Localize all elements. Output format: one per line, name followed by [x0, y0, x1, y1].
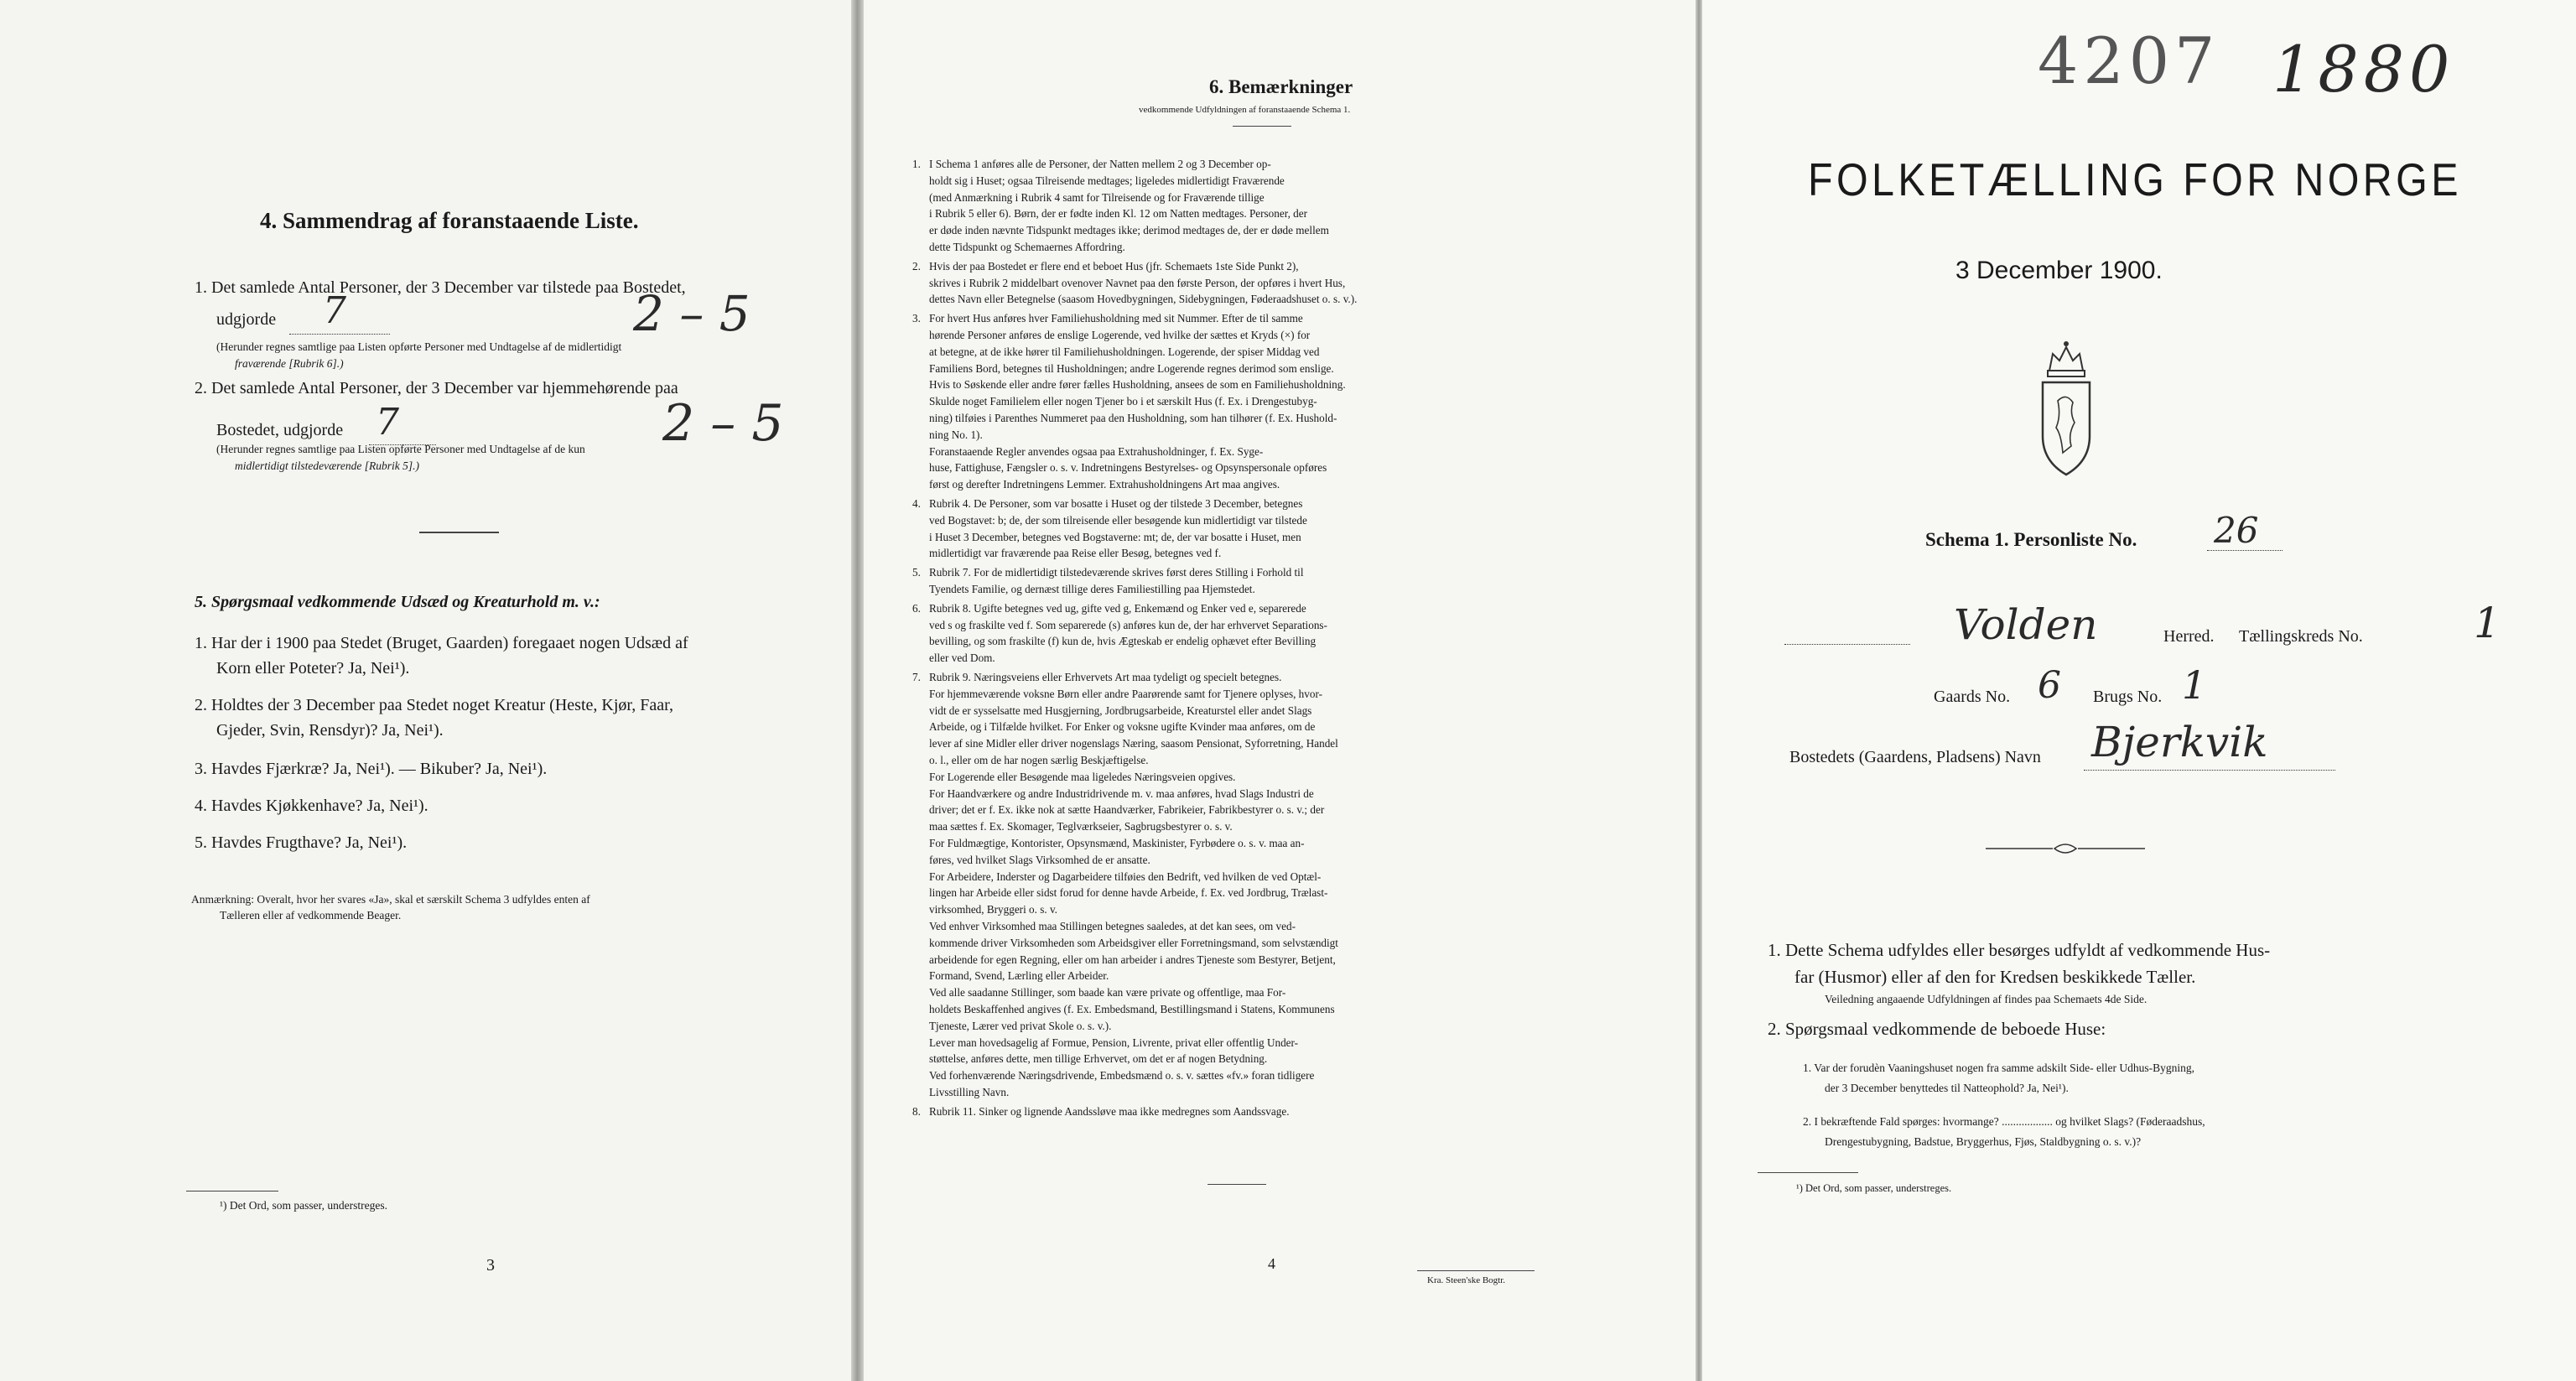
remark-line: Hvis der paa Bostedet er flere end et beboet Hus (jfr. Schemaets 1ste Side Punkt 2),	[929, 259, 1299, 273]
remark-line: Ved forhenværende Næringsdrivende, Embedsmænd o. s. v. sættes «fv.» foran tidligere	[929, 1069, 1315, 1082]
page-1-footnote-rule	[1758, 1172, 1858, 1173]
divider	[419, 532, 499, 533]
kreds-value: 1	[2474, 599, 2501, 647]
page-1	[1702, 0, 2576, 1381]
remark-line: vidt de er sysselsatte med Husgjerning, Jordbrugsarbeide, Kreaturstel eller andet Slags	[929, 703, 1312, 717]
remark-line: Skulde noget Familielem eller nogen Tjener bo i et særskilt Hus (f. Ex. i Drengestubyg-	[929, 395, 1317, 408]
instruction-1-line-3: Veiledning angaaende Udfyldningen af findes paa Schemaets 4de Side.	[1825, 993, 2148, 1005]
summary-item-1-label: udgjorde	[216, 310, 277, 329]
summary-item-1-margin-note: 2 – 5	[633, 285, 750, 342]
remark-line: Lever man hovedsagelig af Formue, Pension, Livrente, privat eller offentlig Under-	[929, 1036, 1299, 1049]
remark-line: i Rubrik 5 eller 6). Børn, der er fødte inden Kl. 12 om Natten medtages. Personer, der	[929, 207, 1308, 221]
remark-line: Tjeneste, Lærer ved privat Skole o. s. v.).	[929, 1019, 1112, 1032]
remarks-title: 6. Bemærkninger	[1209, 76, 1353, 97]
footnote-rule	[186, 1191, 278, 1192]
remark-line: Livsstilling Navn.	[929, 1085, 1010, 1098]
remark-line: Foranstaaende Regler anvendes ogsaa paa Extrahusholdninger, f. Ex. Syge-	[929, 444, 1264, 458]
remark-line: For Arbeidere, Inderster og Dagarbeidere tilføies den Bedrift, ved hvilken de ved Optæl-	[929, 870, 1322, 883]
coat-of-arms-icon	[2036, 335, 2096, 480]
remark-number: 3.	[912, 312, 921, 325]
question-2-line-1: 2. Holdtes der 3 December paa Stedet noget Kreatur (Heste, Kjør, Faar,	[195, 696, 673, 714]
remark-line: kommende driver Virksomheden som Arbeidsgiver eller Forretningsmand, som selvstændigt	[929, 936, 1338, 949]
remark-line: Familiens Bord, betegnes til Husholdningen; andre Logerende regnes derimod som enslige.	[929, 361, 1334, 375]
remark-line: For Fuldmægtige, Kontorister, Opsynsmænd, Maskinister, Fyrbødere o. s. v. maa an-	[929, 836, 1305, 849]
summary-item-2-note-2: midlertidigt tilstedeværende [Rubrik 5].)	[235, 459, 419, 472]
printer-imprint: Kra. Steen'ske Bogtr.	[1427, 1275, 1506, 1285]
remark-item	[912, 669, 1667, 1101]
bosted-label: Bostedets (Gaardens, Pladsens) Navn	[1789, 748, 2041, 766]
remark-line: For Haandværkere og andre Industridrivende m. v. maa anføres, hvad Slags Industri de	[929, 787, 1314, 800]
remark-line: ning) tilføies i Parenthes Nummeret paa den Husholdning, som han tilhører (f. Ex. Hushold-	[929, 411, 1337, 424]
remark-item	[912, 310, 1667, 493]
summary-item-2-margin-note: 2 – 5	[662, 394, 784, 453]
question-2-line-2: Gjeder, Svin, Rensdyr)? Ja, Nei¹).	[216, 721, 444, 740]
remark-line: driver; det er f. Ex. ikke nok at sætte Haandværker, Fabrikeier, Fabrikbestyrer o. s. v.; der	[929, 803, 1325, 817]
census-title: FOLKETÆLLING FOR NORGE	[1808, 153, 2462, 205]
schema-number-dotline	[2207, 550, 2283, 551]
remark-line: støttelse, anføres dette, men tillige Erhvervet, om det er af nogen Betydning.	[929, 1052, 1268, 1066]
page-4	[864, 0, 1696, 1381]
summary-item-2-label: Bostedet, udgjorde	[216, 421, 344, 439]
remark-line: Rubrik 4. De Personer, som var bosatte i Huset og der tilstede 3 December, betegnes	[929, 497, 1303, 510]
summary-item-1-value: 7	[323, 289, 346, 332]
remarks-subtitle: vedkommende Udfyldningen af foranstaaende Schema 1.	[1139, 105, 1351, 115]
summary-item-1-note-2: fraværende [Rubrik 6].)	[235, 357, 344, 370]
question-1-line-1: 1. Har der i 1900 paa Stedet (Bruget, Gaarden) foregaaet nogen Udsæd af	[195, 634, 688, 652]
book-gutter-right	[1696, 0, 1702, 1381]
remark-line: o. l., eller om de har nogen særlig Beskjæftigelse.	[929, 753, 1149, 766]
instruction-2: 2. Spørgsmaal vedkommende de beboede Huse:	[1768, 1019, 2106, 1039]
printer-rule	[1417, 1270, 1535, 1271]
section-5-title: 5. Spørgsmaal vedkommende Udsæd og Kreaturhold m. v.:	[195, 593, 600, 611]
remark-number: 7.	[912, 671, 921, 683]
brugs-label: Brugs No.	[2093, 688, 2163, 706]
remark-line: ning No. 1).	[929, 428, 983, 441]
remark-line: For hjemmeværende voksne Børn eller andre Paarørende samt for Tjenere oplyses, hvor-	[929, 687, 1322, 700]
remark-line: at betegne, at de ikke hører til Familiehusholdningen. Logerende, der spiser Middag ved	[929, 345, 1320, 358]
remark-line: For Logerende eller Besøgende maa ligeledes Næringsveien opgives.	[929, 770, 1236, 783]
remark-line: ved s og fraskilte ved f. Som separerede (s) anføres kun de, der har erhvervet Separations-	[929, 618, 1327, 631]
remark-line: ved Bogstavet: b; de, der som tilreisende eller besøgende kun midlertidigt var tilstede	[929, 513, 1307, 527]
remark-line: arbeidende for egen Regning, eller om han arbeider i andres Tjeneste som Bestyrer, Betjent,	[929, 953, 1336, 966]
page-1-footnote: ¹) Det Ord, som passer, understreges.	[1796, 1182, 1952, 1194]
annotation-line-1: Anmærkning: Overalt, hvor her svares «Ja», skal et særskilt Schema 3 udfyldes enten af	[191, 893, 590, 906]
remark-item	[912, 600, 1667, 667]
schema-number: 26	[2214, 510, 2259, 551]
remark-line: bevilling, og som fraskilte (f) kun de, hvis Ægteskab er endelig ophævet efter Bevilling	[929, 635, 1317, 648]
question-4: 4. Havdes Kjøkkenhave? Ja, Nei¹).	[195, 797, 428, 815]
remark-line: (med Anmærkning i Rubrik 4 samt for Tilreisende og for Fraværende tillige	[929, 190, 1265, 204]
remark-item	[912, 156, 1667, 256]
remark-line: Rubrik 9. Næringsveiens eller Erhvervets Art maa tydeligt og specielt betegnes.	[929, 671, 1282, 683]
remark-line: er døde inden nævnte Tidspunkt medtages ikke; derimod medtages de, der er døde mellem	[929, 224, 1329, 237]
bosted-dotline	[2084, 770, 2335, 771]
census-date: 3 December 1900.	[1955, 257, 2163, 284]
annotation-line-2: Tælleren eller af vedkommende Beager.	[220, 909, 402, 922]
instruction-2-q1-line-2: der 3 December benyttedes til Natteophold? Ja, Nei¹).	[1825, 1082, 2069, 1094]
instruction-1-line-2: far (Husmor) eller af den for Kredsen beskikkede Tæller.	[1794, 967, 2196, 987]
question-5: 5. Havdes Frugthave? Ja, Nei¹).	[195, 833, 408, 852]
remark-item	[912, 496, 1667, 562]
remark-item	[912, 1103, 1667, 1120]
archive-number-2: 1880	[2272, 32, 2455, 106]
section-4-title: 4. Sammendrag af foranstaaende Liste.	[260, 208, 639, 233]
remark-line: i Huset 3 December, betegnes ved Bogstaverne: mt; de, der var bosatte i Huset, men	[929, 530, 1301, 543]
remark-line: maa sættes f. Ex. Skomager, Teglværkseier, Sagbrugsbestyrer o. s. v.	[929, 820, 1233, 833]
remark-line: lever af sine Midler eller driver nogenslags Næring, saasom Pensionat, Syforretning, Handel	[929, 737, 1338, 750]
page-number-4: 4	[1268, 1255, 1275, 1272]
remark-line: holdets Beskaffenhed angives (f. Ex. Embedsmand, Bestillingsmand i Statens, Kommunens	[929, 1002, 1335, 1015]
remark-line: midlertidigt var fraværende paa Reise eller Besøg, betegnes ved f.	[929, 547, 1222, 560]
remark-line: holdt sig i Huset; ogsaa Tilreisende medtages; ligeledes midlertidigt Fraværende	[929, 174, 1285, 187]
instruction-1-line-1: 1. Dette Schema udfyldes eller besørges udfyldt af vedkommende Hus-	[1768, 940, 2271, 960]
page-number-3: 3	[486, 1256, 495, 1275]
remark-line: hørende Personer anføres de enslige Logerende, ved hvilke der sættes et Kryds (×) for	[929, 328, 1311, 341]
remark-line: Rubrik 11. Sinker og lignende Aandssløve maa ikke medregnes som Aandssvage.	[929, 1104, 1290, 1118]
remark-line: Tyendets Familie, og dernæst tillige deres Familiestilling paa Hjemstedet.	[929, 582, 1255, 595]
remark-line: Formand, Svend, Lærling eller Arbeider.	[929, 969, 1109, 983]
remark-number: 2.	[912, 259, 921, 273]
remark-line: I Schema 1 anføres alle de Personer, der Natten mellem 2 og 3 December op-	[929, 158, 1271, 170]
summary-item-2-line-1: 2. Det samlede Antal Personer, der 3 December var hjemmehørende paa	[195, 379, 678, 397]
question-1-line-2: Korn eller Poteter? Ja, Nei¹).	[216, 659, 410, 678]
remark-line: Ved alle saadanne Stillinger, som baade kan være private og offentlige, maa For-	[929, 986, 1286, 999]
summary-item-1-note-1: (Herunder regnes samtlige paa Listen opførte Personer med Undtagelse af de midlertidigt	[216, 340, 622, 353]
schema-label: Schema 1. Personliste No.	[1925, 529, 2137, 550]
remark-line: skrives i Rubrik 2 middelbart ovenover Navnet paa den første Person, der opføres i hvert Hus,	[929, 276, 1346, 289]
footnote: ¹) Det Ord, som passer, understreges.	[220, 1199, 387, 1212]
remark-number: 1.	[912, 158, 921, 170]
remark-line: dette Tidspunkt og Schemaernes Affordring.	[929, 240, 1125, 253]
page-3	[0, 0, 851, 1381]
ornament-divider	[1986, 840, 2145, 857]
archive-number-1: 4207	[2038, 23, 2220, 98]
gaards-label: Gaards No.	[1934, 688, 2011, 706]
remark-number: 4.	[912, 497, 921, 510]
remark-line: eller ved Dom.	[929, 652, 995, 665]
instruction-2-q2-line-1: 2. I bekræftende Fald spørges: hvormange? .................. og hvilket Slags? (Føderaadshus,	[1803, 1115, 2205, 1128]
remark-number: 6.	[912, 601, 921, 615]
gaards-value: 6	[2038, 664, 2061, 707]
herred-label: Herred.	[2163, 627, 2215, 646]
remark-line: lingen har Arbeide eller sidst forud for denne havde Arbeide, f. Ex. ved Jordbrug, Trælast-	[929, 886, 1328, 900]
kreds-label: Tællingskreds No.	[2239, 627, 2363, 646]
remark-line: For hvert Hus anføres hver Familiehusholdning med sit Nummer. Efter de til samme	[929, 312, 1303, 325]
remark-line: huse, Fattighuse, Fængsler o. s. v. Indretningens Bestyrelses- og Opsynspersonale opføres	[929, 461, 1327, 475]
remarks-title-rule	[1233, 126, 1291, 127]
remark-item	[912, 258, 1667, 308]
book-gutter-left	[851, 0, 864, 1381]
remark-number: 8.	[912, 1104, 921, 1118]
summary-item-1-line-1: 1. Det samlede Antal Personer, der 3 December var tilstede paa Bostedet,	[195, 278, 686, 297]
remark-line: først og derefter Indretningens Lemmer. Extrahusholdningens Art maa angives.	[929, 478, 1280, 491]
instruction-2-q2-line-2: Drengestubygning, Badstue, Bryggerhus, Fjøs, Staldbygning o. s. v.)?	[1825, 1135, 2142, 1148]
bosted-value: Bjerkvik	[2091, 718, 2268, 766]
remark-line: Ved enhver Virksomhed maa Stillingen betegnes saaledes, at det kan sees, om ved-	[929, 919, 1296, 932]
remark-item	[912, 564, 1667, 598]
remark-line: Rubrik 7. For de midlertidigt tilstedeværende skrives først deres Stilling i Forhold til	[929, 566, 1304, 579]
question-3: 3. Havdes Fjærkræ? Ja, Nei¹). — Bikuber? Ja, Nei¹).	[195, 760, 548, 778]
remark-line: Hvis to Søskende eller andre fører fælles Husholdning, ansees de som en Familiehusholdning.	[929, 378, 1346, 392]
remark-line: dettes Navn eller Betegnelse (saasom Hovedbygningen, Sidebygningen, Føderaadshuset o. s. v.).	[929, 293, 1358, 306]
instruction-2-q1-line-1: 1. Var der forudèn Vaaningshuset nogen fra samme adskilt Side- eller Udhus-Bygning,	[1803, 1062, 2195, 1074]
remark-line: føres, ved hvilket Slags Virksomhed de er ansatte.	[929, 853, 1150, 866]
herred-dotline	[1784, 644, 1910, 645]
summary-item-2-note-1: (Herunder regnes samtlige paa Listen opførte Personer med Undtagelse af de kun	[216, 443, 585, 455]
summary-item-1-dotline	[289, 334, 390, 335]
herred-value: Volden	[1954, 600, 2098, 649]
remark-line: Rubrik 8. Ugifte betegnes ved ug, gifte ved g, Enkemænd og Enker ved e, separerede	[929, 601, 1306, 615]
summary-item-2-value: 7	[376, 401, 399, 444]
remarks-end-rule	[1208, 1184, 1266, 1185]
remark-line: Arbeide, og i Tilfælde hvilket. For Enker og voksne ugifte Kvinder maa anføres, om de	[929, 720, 1316, 734]
remark-line: virksomhed, Bryggeri o. s. v.	[929, 903, 1057, 916]
brugs-value: 1	[2182, 662, 2207, 708]
remark-number: 5.	[912, 566, 921, 579]
